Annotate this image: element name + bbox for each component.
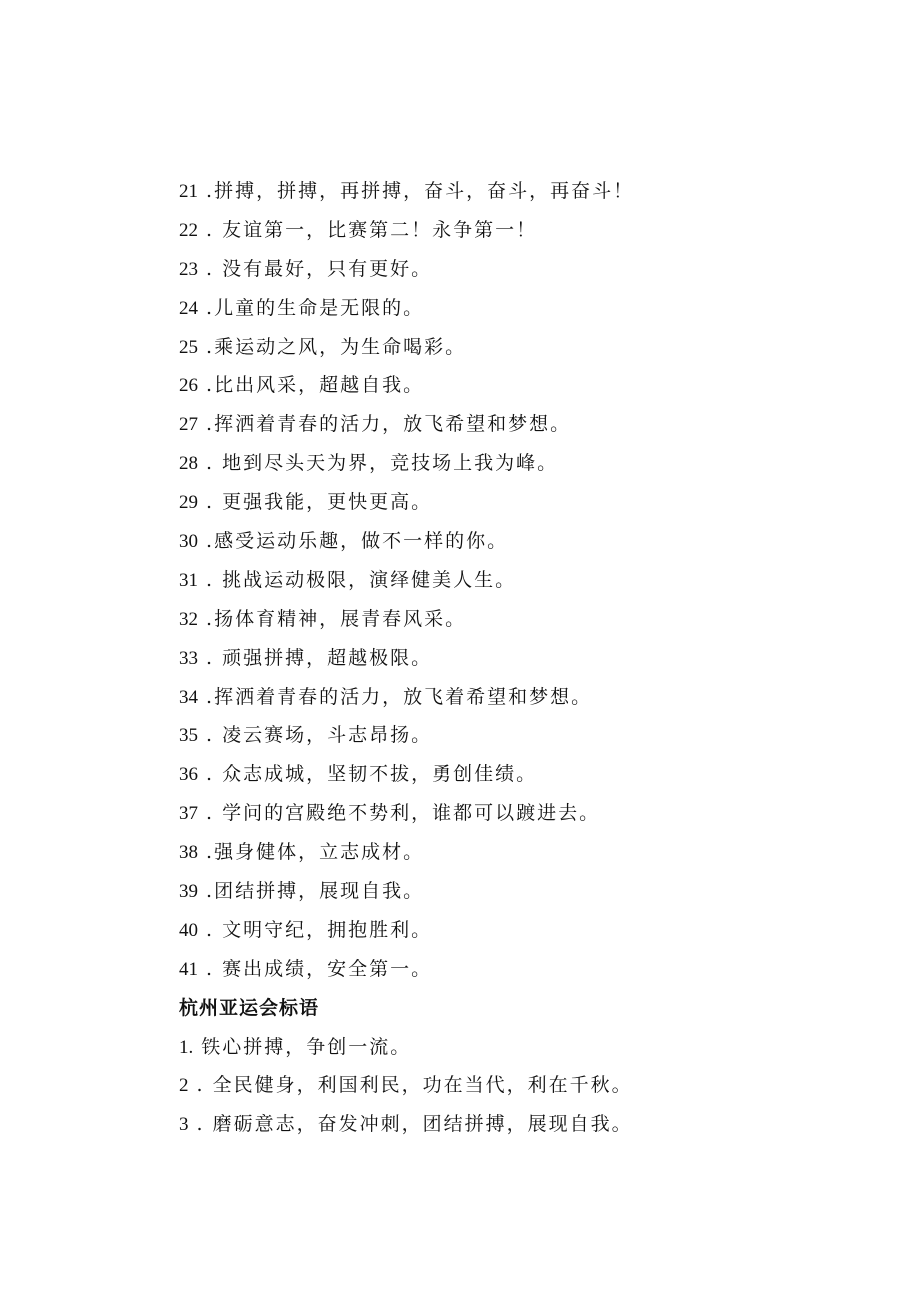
item-text: . 全民健身，利国利民，功在当代，利在千秋。 [188, 1074, 633, 1097]
document-body [179, 172, 879, 1144]
list-item [179, 250, 879, 289]
list-item [179, 172, 879, 211]
item-number: 22 [179, 219, 198, 241]
item-number: 30 [179, 531, 198, 553]
list-item [179, 950, 879, 989]
item-text: .比出风采，超越自我。 [198, 374, 425, 397]
list-item [179, 833, 879, 872]
item-text: . 更强我能，更快更高。 [198, 491, 433, 514]
list-item [179, 522, 879, 561]
list-item [179, 1028, 879, 1067]
item-number: 28 [179, 453, 198, 475]
list-item [179, 444, 879, 483]
item-number: 2 [179, 1075, 189, 1097]
item-number: 35 [179, 725, 198, 747]
item-number: 1. [179, 1036, 194, 1058]
list-item [179, 405, 879, 444]
item-number: 37 [179, 803, 198, 825]
item-text: .乘运动之风，为生命喝彩。 [198, 335, 467, 358]
item-text: . 学问的宫殿绝不势利，谁都可以踱进去。 [198, 802, 601, 825]
item-text: . 没有最好，只有更好。 [198, 257, 433, 280]
item-text: . 友谊第一，比赛第二！永争第一！ [198, 218, 538, 241]
item-text: . 挑战运动极限，演绎健美人生。 [198, 568, 517, 591]
list-item [179, 366, 879, 405]
list-item [179, 561, 879, 600]
item-number: 27 [179, 414, 198, 436]
item-number: 41 [179, 958, 198, 980]
item-number: 40 [179, 919, 198, 941]
item-text: .扬体育精神，展青春风采。 [198, 607, 467, 630]
item-text: . 磨砺意志，奋发冲刺，团结拼搏，展现自我。 [188, 1113, 633, 1136]
item-number: 25 [179, 336, 198, 358]
list-item [179, 211, 879, 250]
item-text: . 地到尽头天为界，竞技场上我为峰。 [198, 452, 559, 475]
item-text: .强身健体，立志成材。 [198, 841, 425, 864]
item-text: .挥洒着青春的活力，放飞希望和梦想。 [198, 413, 572, 436]
list-item [179, 716, 879, 755]
list-item [179, 794, 879, 833]
item-number: 34 [179, 686, 198, 708]
list-item [179, 755, 879, 794]
item-number: 3 [179, 1114, 189, 1136]
item-text: . 赛出成绩，安全第一。 [198, 957, 433, 980]
item-text: .拼搏，拼搏，再拼搏，奋斗，奋斗，再奋斗！ [198, 180, 635, 202]
item-number: 21 [179, 181, 198, 202]
item-text: 铁心拼搏，争创一流。 [193, 1035, 412, 1058]
list-item [179, 600, 879, 639]
item-text: .儿童的生命是无限的。 [198, 296, 425, 319]
slogan-list-asian-games [179, 1028, 879, 1145]
list-item [179, 483, 879, 522]
list-item [179, 639, 879, 678]
item-number: 36 [179, 764, 198, 786]
item-number: 31 [179, 569, 198, 591]
list-item [179, 1066, 879, 1105]
item-text: .感受运动乐趣，做不一样的你。 [198, 530, 509, 553]
item-text: . 凌云赛场，斗志昂扬。 [198, 724, 433, 747]
item-number: 24 [179, 297, 198, 319]
section-heading: 杭州亚运会标语 [179, 996, 320, 1019]
item-text: . 顽强拼搏，超越极限。 [198, 646, 433, 669]
item-text: .团结拼搏，展现自我。 [198, 880, 425, 903]
item-number: 26 [179, 375, 198, 397]
list-item [179, 678, 879, 717]
list-item [179, 328, 879, 367]
slogan-list-primary [179, 172, 879, 989]
list-item [179, 1105, 879, 1144]
list-item [179, 872, 879, 911]
list-item [179, 911, 879, 950]
item-number: 38 [179, 842, 198, 864]
item-number: 32 [179, 608, 198, 630]
item-text: . 文明守纪，拥抱胜利。 [198, 918, 433, 941]
item-number: 33 [179, 647, 198, 669]
item-text: .挥洒着青春的活力，放飞着希望和梦想。 [198, 685, 593, 708]
item-number: 29 [179, 492, 198, 514]
item-number: 39 [179, 881, 198, 903]
item-text: . 众志成城，坚韧不拔，勇创佳绩。 [198, 763, 538, 786]
list-item [179, 289, 879, 328]
item-number: 23 [179, 258, 198, 280]
